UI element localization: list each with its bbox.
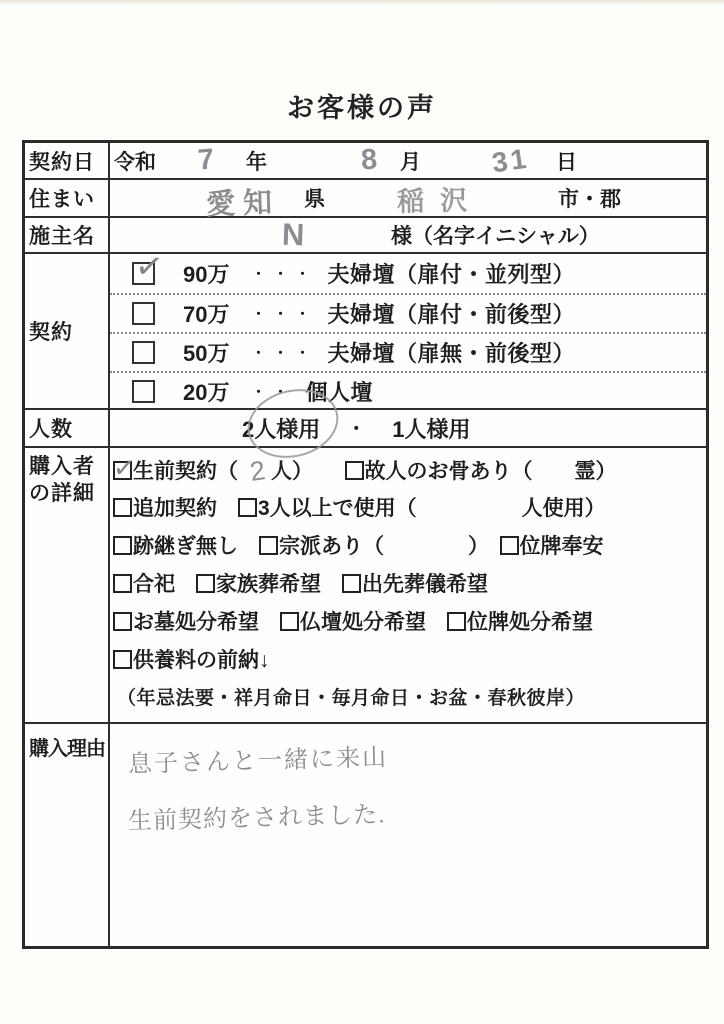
details-text: お墓処分希望	[133, 611, 280, 634]
checkbox-icon	[132, 341, 155, 364]
contract-option-dots: ・・・	[251, 265, 318, 282]
checkbox-icon	[113, 574, 132, 593]
purchaser-details-line	[110, 680, 706, 718]
contract-option-description: 夫婦壇（扉付・前後型）	[327, 302, 575, 327]
residence-label: 住まい	[25, 180, 110, 216]
handwritten-city-value: 稲沢	[396, 184, 484, 217]
contract-option-row	[110, 246, 706, 293]
details-text: 合祀	[133, 573, 196, 596]
people-option-2: 2人様用	[242, 416, 321, 442]
form-title: お客様の声	[287, 93, 437, 123]
checkbox-icon	[113, 612, 132, 631]
purchaser-details-line	[110, 604, 706, 642]
checkbox-icon	[113, 536, 132, 555]
year-unit-label: 年	[246, 150, 267, 174]
contract-option-price: 70万	[183, 302, 230, 327]
details-text: 追加契約	[133, 497, 238, 520]
checkbox-icon	[280, 612, 299, 631]
contract-option-row	[110, 293, 706, 332]
people-option-1: 1人様用	[392, 416, 471, 442]
checkbox-icon	[447, 612, 466, 631]
checkbox-icon	[113, 650, 132, 669]
details-text: 家族葬希望	[216, 573, 342, 596]
purchaser-details-label-line1: 購入者	[29, 455, 95, 478]
checkbox-icon	[500, 536, 519, 555]
contract-option-dots: ・・・	[251, 344, 318, 361]
people-count-label: 人数	[25, 410, 110, 446]
contract-option-row	[110, 371, 706, 410]
row-contract-date	[25, 143, 706, 178]
contract-option-price: 20万	[183, 380, 230, 405]
contract-option-price: 50万	[183, 341, 230, 366]
customer-voice-form-table	[22, 140, 709, 949]
era-label: 令和	[114, 150, 156, 174]
checkbox-icon	[259, 536, 278, 555]
contract-option-row	[110, 332, 706, 371]
handwritten-initial-value: N	[281, 216, 306, 253]
handwritten-prefecture-value: 愛知	[205, 186, 281, 221]
row-purchase-reason	[25, 722, 706, 946]
checkbox-icon	[345, 461, 364, 480]
handwritten-people-count-value: 2	[247, 455, 268, 487]
handwritten-reason-line-1: 息子さんと一緒に来山	[127, 744, 389, 778]
pencil-check-mark-icon: ✓	[111, 452, 137, 484]
purchaser-details-line	[110, 642, 706, 680]
checkbox-icon	[132, 302, 155, 325]
details-text: （年忌法要・祥月命日・毎月命日・お盆・春秋彼岸）	[117, 688, 586, 709]
pencil-check-mark-icon: ✓	[132, 246, 167, 288]
handwritten-day-value: 31	[489, 142, 532, 178]
purchaser-details-lines	[110, 448, 706, 718]
details-text: 出先葬儀希望	[362, 573, 488, 596]
day-unit-label: 日	[556, 150, 577, 174]
handwritten-reason-line-2: 生前契約をされました.	[127, 801, 387, 835]
contract-option-dots: ・・	[251, 383, 296, 400]
purchaser-details-label-line2: の詳細	[29, 482, 95, 505]
month-unit-label: 月	[400, 150, 421, 174]
row-client-name	[25, 216, 706, 252]
details-text: 位牌奉安	[519, 535, 604, 558]
checkbox-icon	[113, 498, 132, 517]
details-text: 生前契約（	[133, 460, 238, 483]
details-text: 人）	[271, 460, 345, 483]
contract-options-list	[110, 246, 706, 408]
checkbox-icon	[238, 498, 257, 517]
purchaser-details-line	[110, 566, 706, 604]
checkbox-icon	[196, 574, 215, 593]
row-people-count	[25, 408, 706, 446]
client-name-suffix-label: 様（名字イニシャル）	[391, 225, 600, 248]
purchase-reason-label: 購入理由	[25, 724, 110, 946]
purchaser-details-line	[110, 452, 706, 490]
row-purchaser-details	[25, 446, 706, 722]
details-text: 3人以上で使用（ 人使用）	[258, 497, 606, 520]
details-text: 宗派あり（ ）	[279, 535, 500, 558]
contract-date-label: 契約日	[25, 143, 110, 178]
contract-option-dots: ・・・	[251, 305, 318, 322]
contract-option-description: 夫婦壇（扉無・前後型）	[327, 341, 575, 366]
details-text: 仏壇処分希望	[300, 611, 447, 634]
row-contract-options	[25, 246, 706, 408]
checkbox-icon	[132, 380, 155, 403]
city-unit-label: 市・郡	[558, 188, 621, 211]
contract-option-description: 個人壇	[305, 380, 373, 405]
contract-option-description: 夫婦壇（扉付・並列型）	[327, 262, 575, 287]
people-options-separator: ・	[347, 419, 366, 439]
client-name-label: 施主名	[25, 218, 110, 252]
checkbox-checked-icon	[132, 246, 167, 288]
details-text: 位牌処分希望	[467, 611, 593, 634]
purchaser-details-line	[110, 528, 706, 566]
row-residence	[25, 178, 706, 221]
prefecture-unit-label: 県	[304, 188, 325, 211]
checkbox-checked-icon	[111, 452, 137, 484]
scan-edge-artifact	[0, 0, 724, 5]
contract-option-price: 90万	[183, 262, 230, 287]
details-text: 供養料の前納↓	[133, 649, 270, 672]
checkbox-icon	[342, 574, 361, 593]
details-text: 跡継ぎ無し	[133, 535, 259, 558]
purchaser-details-line	[110, 490, 706, 528]
handwritten-year-value: 7	[196, 143, 216, 177]
contract-label: 契約	[25, 254, 110, 408]
details-text: 故人のお骨あり（ 霊）	[364, 460, 617, 483]
handwritten-month-value: 8	[360, 143, 378, 177]
people-options-line	[242, 410, 471, 446]
